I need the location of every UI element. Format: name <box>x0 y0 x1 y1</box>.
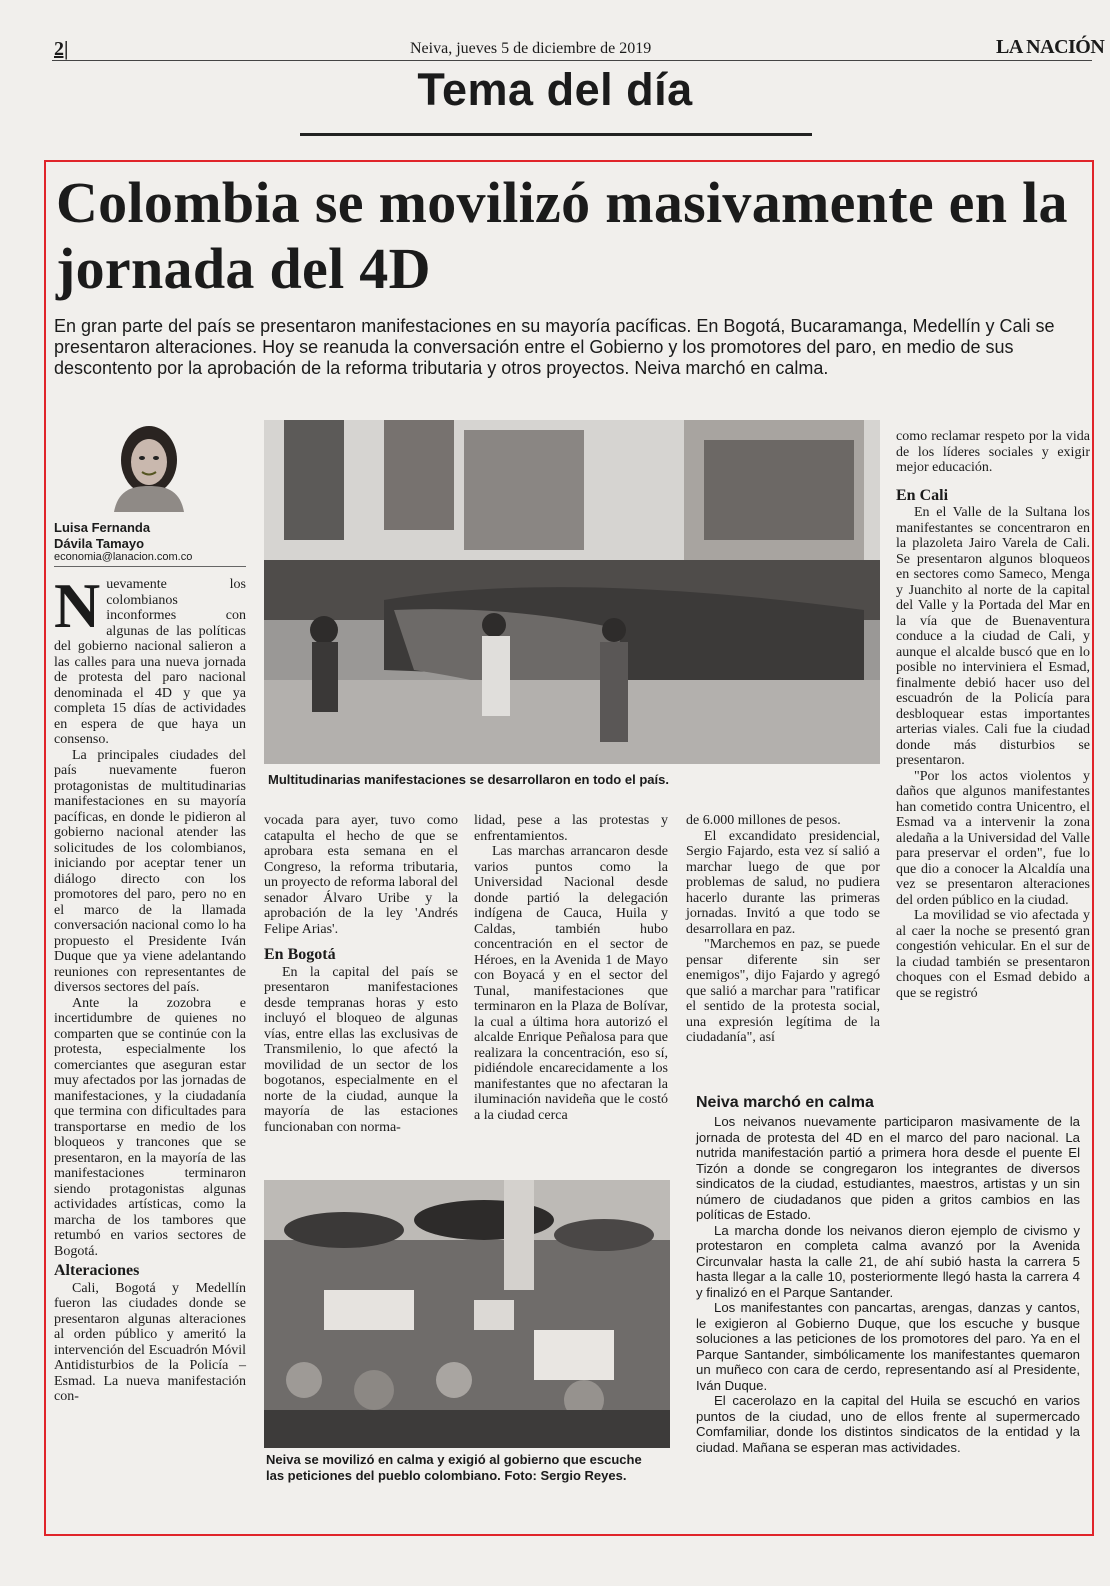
newspaper-logo: LA NACIÓN <box>996 36 1105 58</box>
paragraph: vocada para ayer, tuvo como catapulta el hecho de que se aprobara esta semana en el Congreso, la reforma tributaria, un proyecto de reforma laboral del senador Álvaro Uribe y la aprobación de la ley 'Andrés Felipe Arias'. <box>264 813 458 937</box>
paragraph: La principales ciudades del país nuevamente fueron protagonistas de multitudinarias manifestaciones en su mayoría pacíficas, en donde le pidieron al gobierno nacional atender las solicitudes de los colombianos, iniciando por aceptar tener un diálogo directo con los promotores del paro, pero no en el marco de la llamada conversación nacional como lo ha propuesto el Presidente Iván Duque que ya viene adelantando reuniones con representantes de diversos sectores del país. <box>54 747 246 995</box>
photo-caption-2 <box>266 1452 686 1484</box>
paragraph: El cacerolazo en la capital del Huila se escuchó en varios puntos de la ciudad, uno de ellos frente al supermercado Comfamiliar, donde los distintos sindicatos de la entidad y la ciudad. Mañana se esperan mas actividades. <box>696 1393 1080 1455</box>
paragraph: Las marchas arrancaron desde varios puntos como la Universidad Nacional desde donde partió la delegación indígena de Cauca, Huila y Caldas, también hubo concentración en el sector de Héroes, en la Avenida 1 de Mayo con Boyacá y en el sector del Tunal, manifestaciones que terminaron en la Plaza de Bolívar, la cual a última hora autorizó el alcalde Enrique Peñalosa para que realizara la concentración, eso sí, pidiéndole encarecidamente a los manifestantes que no afectaran la iluminación navideña que le costó a la ciudad cerca <box>474 844 668 1123</box>
protest-photo-bogota <box>264 420 880 764</box>
paragraph: En el Valle de la Sultana los manifestantes se concentraron en la plazoleta Jairo Varela de Cali. Se presentaron algunos bloqueos en sectores como Sameco, Menga y Juanchito al norte de la capital del Valle y la Portada del Mar en la vía que de Buenaventura conduce a la ciudad de Cali, y aunque el alcalde buscó que en lo posible no interviniera el Esmad, finalmente debió hacer uso del escuadrón de la Policía para desbloquear estas importantes arterias viales. Cali fue la ciudad donde más disturbios se presentaron. <box>896 505 1090 768</box>
headline: Colombia se movilizó masivamente en la jornada del 4D <box>56 170 1068 301</box>
paragraph: lidad, pese a las protestas y enfrentamientos. <box>474 813 668 844</box>
author-name-line1: Luisa Fernanda <box>54 520 151 535</box>
column-1 <box>54 570 246 1405</box>
section-title: Tema del día <box>417 64 693 115</box>
column-3 <box>474 813 668 1123</box>
paragraph: "Marchemos en paz, se puede pensar diferente sin ser enemigos", dijo Fajardo y agregó que salió a marchar para "ratificar el sentido de la protesta social, una expresión legítima de la ciudadanía", así <box>686 937 880 1045</box>
paragraph: como reclamar respeto por la vida de los líderes sociales y exigir mejor educación. <box>896 429 1090 475</box>
photo-caption-2-line2: las peticiones del pueblo colombiano. Foto: Sergio Reyes. <box>266 1468 627 1483</box>
page-number: 2| <box>54 38 69 60</box>
paragraph: "Por los actos violentos y daños que algunos manifestantes han cometido contra Unicentro, el Esmad va a intervenir la zona aledaña a la Universidad del Valle para preservar el orden", fue lo que dio a conocer la Alcaldía una vez se presentaron alteraciones del orden público en la ciudad. <box>896 768 1090 908</box>
paragraph: Los neivanos nuevamente participaron masivamente de la jornada de protesta del 4D en el marco del paro nacional. La nutrida manifestación partió a primera hora desde el puente El Tizón a donde se congregaron los integrantes de diversos sindicatos de la ciudad, estudiantes, maestros, artistas y un sin número de ciudadanos que piden a gritos cambios en las políticas de Estado. <box>696 1114 1080 1222</box>
author-avatar <box>110 420 188 512</box>
standfirst: En gran parte del país se presentaron manifestaciones en su mayoría pacíficas. En Bogotá, Bucaramanga, Medellín y Cali se presentaron alteraciones. Hoy se reanuda la conversación entre el Gobierno y los promotores del paro, en medio de sus descontento por la aprobación de la reforma tributaria y otros proyectos. Neiva marchó en calma. <box>54 316 1055 378</box>
author-divider <box>54 566 246 567</box>
author-name-line2: Dávila Tamayo <box>54 536 145 551</box>
subhead-cali: En Cali <box>896 486 949 504</box>
subhead-alteraciones: Alteraciones <box>54 1262 140 1279</box>
masthead-rule <box>52 60 1092 61</box>
lead-text: uevamente los colombianos inconformes con algunas de las políticas del gobierno nacional salieron a las calles para una nueva jornada de protesta del paro nacional denominada el 4D y que ya completa 15 días de actividades en espera de que haya un consenso. <box>54 577 246 747</box>
dateline: Neiva, jueves 5 de diciembre de 2019 <box>410 40 652 57</box>
paragraph: de 6.000 millones de pesos. <box>686 813 841 828</box>
column-4 <box>686 813 880 1046</box>
paragraph: El excandidato presidencial, Sergio Fajardo, esta vez sí salió a marchar luego de que por problemas de salud, no pudiera hacerlo durante las primeras jornadas. Invitó a que todo se desarrollara en paz. <box>686 828 880 937</box>
author-email: economia@lanacion.com.co <box>54 551 193 563</box>
paragraph: La marcha donde los neivanos dieron ejemplo de civismo y protestaron en completa calma avanzó por la Avenida Circunvalar hasta la calle 21, de ahí subió hasta la carrera 5 hasta llegar a la calle 10, posteriormente llegó hasta la carrera 4 y finalizó en el Parque Santander. <box>696 1222 1080 1300</box>
protest-photo-neiva <box>264 1180 670 1448</box>
neiva-heading: Neiva marchó en calma <box>696 1094 874 1111</box>
paragraph: Cali, Bogotá y Medellín fueron las ciudades donde se presentaron algunas alteraciones al orden público y ameritó la intervención del Escuadrón Móvil Antidisturbios de la Policía – Esmad. La nueva manifestación con- <box>54 1280 246 1404</box>
drop-cap: N <box>54 570 101 641</box>
photo-caption-2-line1: Neiva se movilizó en calma y exigió al gobierno que escuche <box>266 1452 642 1467</box>
paragraph: Ante la zozobra e incertidumbre de quienes no comparten que se continúe con la protesta, especialmente los comerciantes que aseguran estar muy afectados por las jornadas de manifestaciones, y la ciudadanía que termina con dificultades para transportarse en medio de los bloqueos y trancones que se presentaron, en la mayoría de las manifestaciones terminaron siendo protagonistas algunas actividades artísticas, como la marcha de los tambores que retumbó en varios sectores de Bogotá. <box>54 995 246 1259</box>
column-2 <box>264 813 458 1135</box>
paragraph: En la capital del país se presentaron manifestaciones desde tempranas horas y esto incluyó el bloqueo de algunas vías, entre ellas las exclusivas de Transmilenio, lo que afectó la movilidad de un sector de los bogotanos, especialmente en el norte de la ciudad, aunque la mayoría de las estaciones funcionaban con norma- <box>264 964 458 1135</box>
section-underline <box>300 133 812 136</box>
neiva-sidebar <box>696 1094 1080 1455</box>
photo-caption-1: Multitudinarias manifestaciones se desarrollaron en todo el país. <box>268 772 669 787</box>
subhead-bogota: En Bogotá <box>264 946 336 963</box>
author-name <box>54 520 150 552</box>
lead-paragraph <box>54 570 246 748</box>
paragraph: Los manifestantes con pancartas, arengas, danzas y cantos, le exigieron al Gobierno Duque, que los escuche y busque soluciones a las peticiones de los promotores del paro. Ya en el Parque Santander, simbólicamente los manifestantes quemaron un muñeco con cara de cerdo, representando así al Presidente, Iván Duque. <box>696 1300 1080 1393</box>
paragraph: La movilidad se vio afectada y al caer la noche se presentó gran congestión vehicular. En el sur de la ciudad también se presentaron choques con el Esmad debido a que se registró <box>896 908 1090 1001</box>
column-5 <box>896 429 1090 1001</box>
